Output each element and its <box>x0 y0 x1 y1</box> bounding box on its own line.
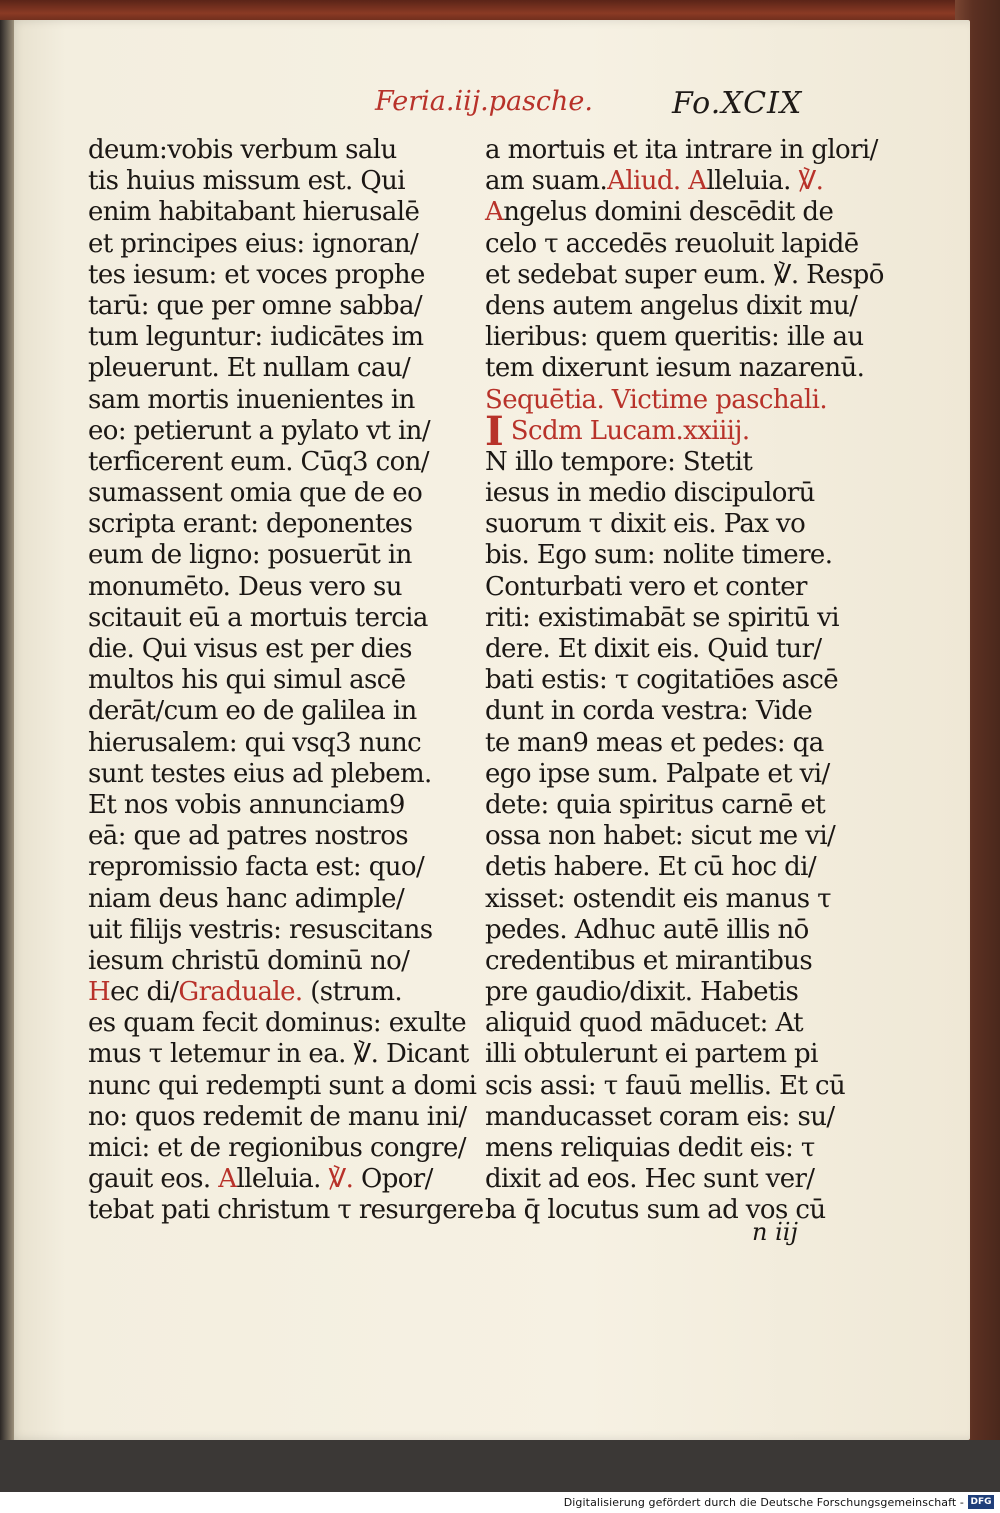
text-fragment: gauit eos. <box>88 1164 211 1195</box>
text-line: aliquid quod māducet: At <box>485 1008 804 1039</box>
text-line: mens reliquias dedit eis: τ <box>485 1133 815 1163</box>
text-line: a mortuis et ita intrare in glori/ <box>485 135 878 165</box>
initial-a: A <box>485 197 504 228</box>
text-line: mici: et de regionibus congre/ <box>88 1133 466 1163</box>
rubric-aliud: Aliud. <box>607 166 681 197</box>
text-line: es quam fecit dominus: exulte <box>88 1008 467 1039</box>
text-line: riti: existimabāt se spiritū vi <box>485 602 839 633</box>
versicle-mark: ℣. <box>328 1164 354 1195</box>
drop-initial-i: I <box>485 407 504 455</box>
text-line: bati estis: τ cogitatiōes ascē <box>485 665 839 696</box>
text-line: tes iesum: et voces prophe <box>88 259 425 290</box>
text-line: sunt testes eius ad plebem. <box>88 758 432 789</box>
initial-h: H <box>88 977 111 1008</box>
text-line: niam deus hanc adimple/ <box>88 883 405 914</box>
text-fragment: am suam. <box>485 166 608 197</box>
text-line: dixit ad eos. Hec sunt ver/ <box>485 1164 815 1195</box>
text-line: suorum τ dixit eis. Pax vo <box>485 509 806 540</box>
alleluia-line <box>88 1164 438 1195</box>
text-line: xisset: ostendit eis manus τ <box>485 883 831 914</box>
text-line: Et nos vobis annunciam9 <box>88 789 405 820</box>
text-line: die. Qui visus est per dies <box>88 634 412 664</box>
text-line: scitauit eū a mortuis tercia <box>88 602 428 633</box>
text-line: enim habitabant hierusalē <box>88 197 420 228</box>
gospel-heading: Scdm Lucam.xxiiij. <box>510 415 750 446</box>
text-line: pleuerunt. Et nullam cau/ <box>88 353 411 384</box>
book-top-edge <box>0 0 1000 22</box>
angelus-line <box>485 197 834 228</box>
page-gutter <box>0 20 14 1440</box>
text-line: N illo tempore: Stetit <box>485 446 753 477</box>
text-line: ego ipse sum. Palpate et vi/ <box>485 758 830 789</box>
text-line: iesus in medio discipulorū <box>485 478 815 509</box>
text-line: tis huius missum est. Qui <box>88 166 405 197</box>
text-line: credentibus et mirantibus <box>485 945 813 976</box>
text-line: multos his qui simul ascē <box>88 665 406 696</box>
text-line: iesum christū dominū no/ <box>88 945 410 976</box>
text-line: dens autem angelus dixit mu/ <box>485 290 858 321</box>
text-fragment: lleluia. <box>236 1164 321 1195</box>
text-line: sam mortis inuenientes in <box>88 384 415 415</box>
footer-credit: Digitalisierung gefördert durch die Deutsche Forschungsgemeinschaft - <box>563 1496 964 1509</box>
text-line: ossa non habet: sicut me vi/ <box>485 821 836 852</box>
text-line: ba q̄ locutus sum ad vos cū <box>485 1195 826 1226</box>
text-line: Conturbati vero et conter <box>485 571 807 602</box>
dfg-logo: DFG <box>968 1495 994 1509</box>
text-fragment: (strum. <box>310 977 403 1008</box>
text-line: dunt in corda vestra: Vide <box>485 696 813 727</box>
text-line: dere. Et dixit eis. Quid tur/ <box>485 634 822 664</box>
right-column <box>485 135 884 1227</box>
text-line: lieribus: quem queritis: ille au <box>485 322 864 353</box>
aliud-line <box>485 166 830 197</box>
initial-a: A <box>688 166 707 197</box>
text-line: uit filijs vestris: resuscitans <box>88 914 433 945</box>
text-line: eā: que ad patres nostros <box>88 821 408 852</box>
text-line: et principes eius: ignoran/ <box>88 228 419 259</box>
text-line: terficerent eum. Cūq3 con/ <box>88 446 429 477</box>
text-line: nunc qui redempti sunt a domi <box>88 1070 477 1101</box>
text-line: no: quos redemit de manu ini/ <box>88 1101 467 1132</box>
text-line: hierusalem: qui vsq3 nunc <box>88 727 422 758</box>
text-line: celo τ accedēs reuoluit lapidē <box>485 228 859 259</box>
text-line: et sedebat super eum. ℣. Respō <box>485 259 884 290</box>
text-fragment: ngelus domini descēdit de <box>503 197 834 228</box>
text-line: tum leguntur: iudicātes im <box>88 322 424 353</box>
text-fragment: ec di/ <box>110 977 179 1008</box>
sequence-rubric: Sequētia. Victime paschali. <box>485 384 828 415</box>
text-line: tebat pati christum τ resurgere <box>88 1195 484 1226</box>
text-line: mus τ letemur in ea. ℣. Dicant <box>88 1039 469 1070</box>
text-line: pedes. Adhuc autē illis nō <box>485 914 809 945</box>
text-fragment: lleluia. <box>706 166 791 197</box>
left-column <box>88 135 484 1227</box>
gradual-line <box>88 977 438 1008</box>
text-line: monumēto. Deus vero su <box>88 571 402 602</box>
text-line: deum:vobis verbum salu <box>88 135 397 165</box>
text-line: pre gaudio/dixit. Habetis <box>485 977 799 1008</box>
text-line: eo: petierunt a pylato vt in/ <box>88 415 430 446</box>
text-line: sumassent omia que de eo <box>88 478 423 509</box>
text-line: dete: quia spiritus carnē et <box>485 789 826 820</box>
running-title: Feria.iij.pasche. <box>375 86 593 117</box>
text-line: repromissio facta est: quo/ <box>88 852 425 883</box>
signature-mark: n iij <box>752 1218 798 1246</box>
text-line: bis. Ego sum: nolite timere. <box>485 540 833 571</box>
rubric-graduale: Graduale. <box>178 977 303 1008</box>
text-line: detis habere. Et cū hoc di/ <box>485 852 817 883</box>
versicle-mark: ℣. <box>798 166 824 197</box>
text-line: derāt/cum eo de galilea in <box>88 696 417 727</box>
text-line: te man9 meas et pedes: qa <box>485 727 824 758</box>
text-line: scripta erant: deponentes <box>88 509 413 540</box>
text-line: tem dixerunt iesum nazarenū. <box>485 353 865 384</box>
text-line: eum de ligno: posuerūt in <box>88 540 412 571</box>
initial-a: A <box>218 1164 237 1195</box>
gospel-heading-line <box>485 407 830 455</box>
text-line: scis assi: τ fauū mellis. Et cū <box>485 1070 846 1101</box>
folio-number: Fo.XCIX <box>672 86 803 121</box>
text-line: illi obtulerunt ei partem pi <box>485 1039 818 1070</box>
text-fragment: Opor/ <box>361 1164 433 1195</box>
text-line: tarū: que per omne sabba/ <box>88 290 423 321</box>
text-line: manducasset coram eis: su/ <box>485 1101 835 1132</box>
